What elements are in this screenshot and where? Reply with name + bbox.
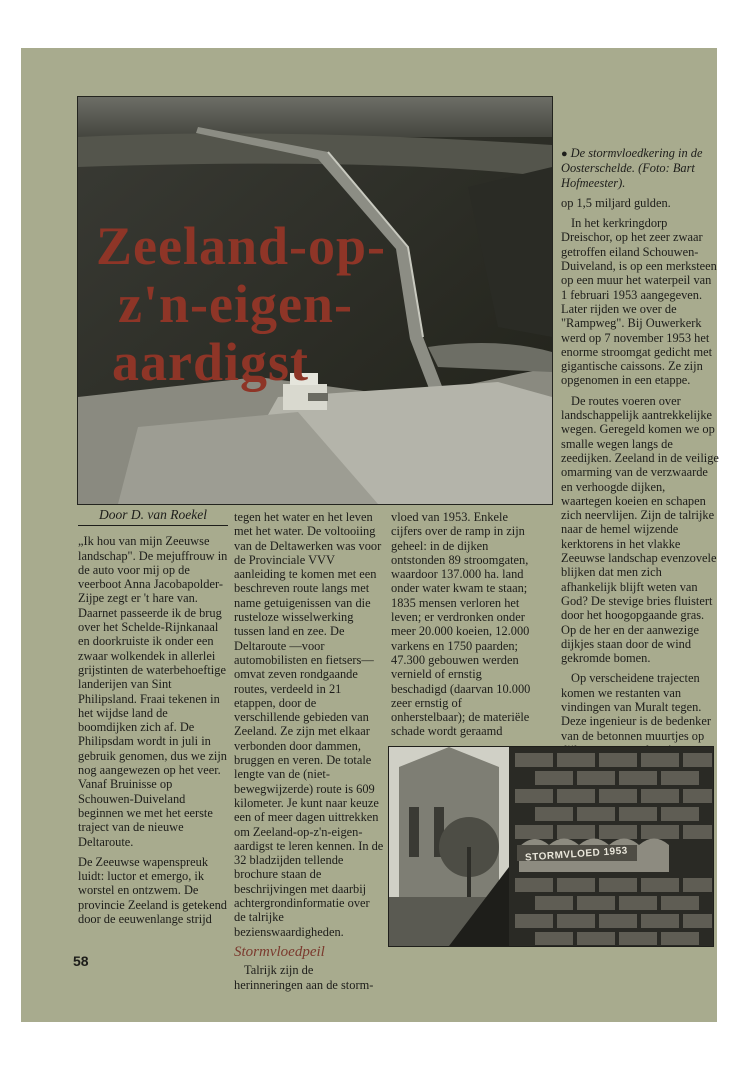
column-1-paragraph-2: De Zeeuwse wapenspreuk luidt: luctor et emergo, ik worstel en ontzwem. De provincie Zeeland is getekend door de eeuwenlange strijd — [78, 854, 227, 927]
subhead-stormvloedpeil: Stormvloedpeil — [234, 943, 325, 960]
title-line-1: Zeeland-op- — [96, 216, 387, 276]
title-line-3: aardigst — [112, 332, 309, 392]
column-2-paragraph-1: tegen het water en het leven met het water. De voltooiing van de Deltawerken was voor de Provinciale VVV aanleiding te komen met een beschreven route langs met name getuigenissen van die rusteloze wisselwerking tussen land en zee. De Deltaroute —voor automobilisten en fietsers— omvat zeven rondgaande routes, verdeeld in 21 etappen, door de verschillende gebieden van Zeeland. Ze zijn met elkaar verbonden door dammen, bruggen en veren. De totale lengte van de (niet-bewegwijzerde) route is 609 kilometer. Je kunt naar keuze een of meer dagen uittrekken om Zeeland-op-z'n-eigen-aardigst te leren kennen. In de 32 bladzijden tellende brochure staan de beschrijvingen met daarbij achtergrondinformatie over de talrijke bezienswaardigheden. — [234, 510, 384, 939]
caption-stormvloedkering: ● De stormvloedkering in de Oosterschelde. (Foto: Bart Hofmeester). — [561, 146, 703, 190]
column-2-paragraph-2: Talrijk zijn de herinneringen aan de storm- — [234, 963, 374, 992]
bullet-icon: ● — [561, 148, 568, 160]
brick-wall-image — [389, 747, 713, 946]
byline: Door D. van Roekel — [78, 508, 228, 526]
column-4-paragraph-4: Op verscheidene trajecten komen we restanten van vindingen van Muralt tegen. Deze ingenieur is de bedenker van de betonnen muurtjes op — [561, 671, 711, 743]
magazine-page — [21, 48, 717, 1022]
column-4-paragraph-3: De routes voeren over landschappelijk aantrekkelijke wegen. Geregeld komen we op smalle wegen langs de zeedijken. Zeeland in de veilige omarming van de verzwaarde en verhoogde dijken, waartegen koeien en schapen zich neervlijen. Zijn de talrijke naar de hemel wijzende kerktorens in het vlakke Zeeuwse landschap evenzovele blijken dat men zich afhankelijk blijft weten van God? De stevige bries fluistert door het hoogopgaande gras. Op de her en der aanwezige dijkjes staan door de wind gekromde bomen. — [561, 393, 719, 666]
column-4-paragraph-1: op 1,5 miljard gulden. — [561, 195, 671, 210]
column-3-paragraph: vloed van 1953. Enkele cijfers over de ramp in zijn geheel: in de dijken ontstonden 89 stroomgaten, waardoor 137.000 ha. land onder water kwam te staan; 1835 mensen verloren het leven; er verdronken onder meer 20.000 koeien, 12.000 varkens en 1750 paarden; 47.300 gebouwen werden vernield of ernstig beschadigd (daarvan 10.000 zeer ernstig of onherstelbaar); de materiële schade wordt geraamd — [391, 510, 531, 739]
column-4-paragraph-2: In het kerkringdorp Dreischor, op het zeer zwaar getroffen eiland Schouwen-Duiveland, is op een merksteen op een muur het waterpeil van 1 februari 1953 aangegeven. Later rijden we over de "Rampweg". Bij Ouwerkerk werd op 7 november 1953 het enorme stroomgat gedicht met gigantische caissons. Ze zijn opgenomen in een etappe. — [561, 216, 717, 388]
column-2 — [234, 510, 384, 998]
column-1-paragraph-1: „Ik hou van mijn Zeeuwse landschap". De mejuffrouw in de auto voor mij op de veerboot Anna Jacobapolder-Zijpe zegt er 't hare van. Daarnet passeerde ik de brug over het Schelde-Rijnkanaal en doorkruiste ik onder een zwaar wolkendek in allerlei grijstinten de waterbehoeftige landerijen van Sint Philipsland. Fraai tekenen in het wijdse land de boomdijken zich af. De Philipsdam wordt in juli in gebruik genomen, dus we zijn nog aangewezen op het veer. Vanaf Bruinisse op Schouwen-Duiveland beginnen we met het eerste traject van de nieuwe Deltaroute. — [78, 534, 228, 849]
page-number: 58 — [73, 953, 89, 969]
column-1 — [78, 508, 228, 932]
title-line-2: z'n-eigen- — [118, 274, 353, 334]
plaque-text: STORMVLOED 1953 — [524, 845, 629, 864]
column-4 — [561, 146, 719, 763]
dreischor-wall-photo — [388, 746, 714, 947]
storm-surge-barrier-photo — [77, 96, 553, 505]
